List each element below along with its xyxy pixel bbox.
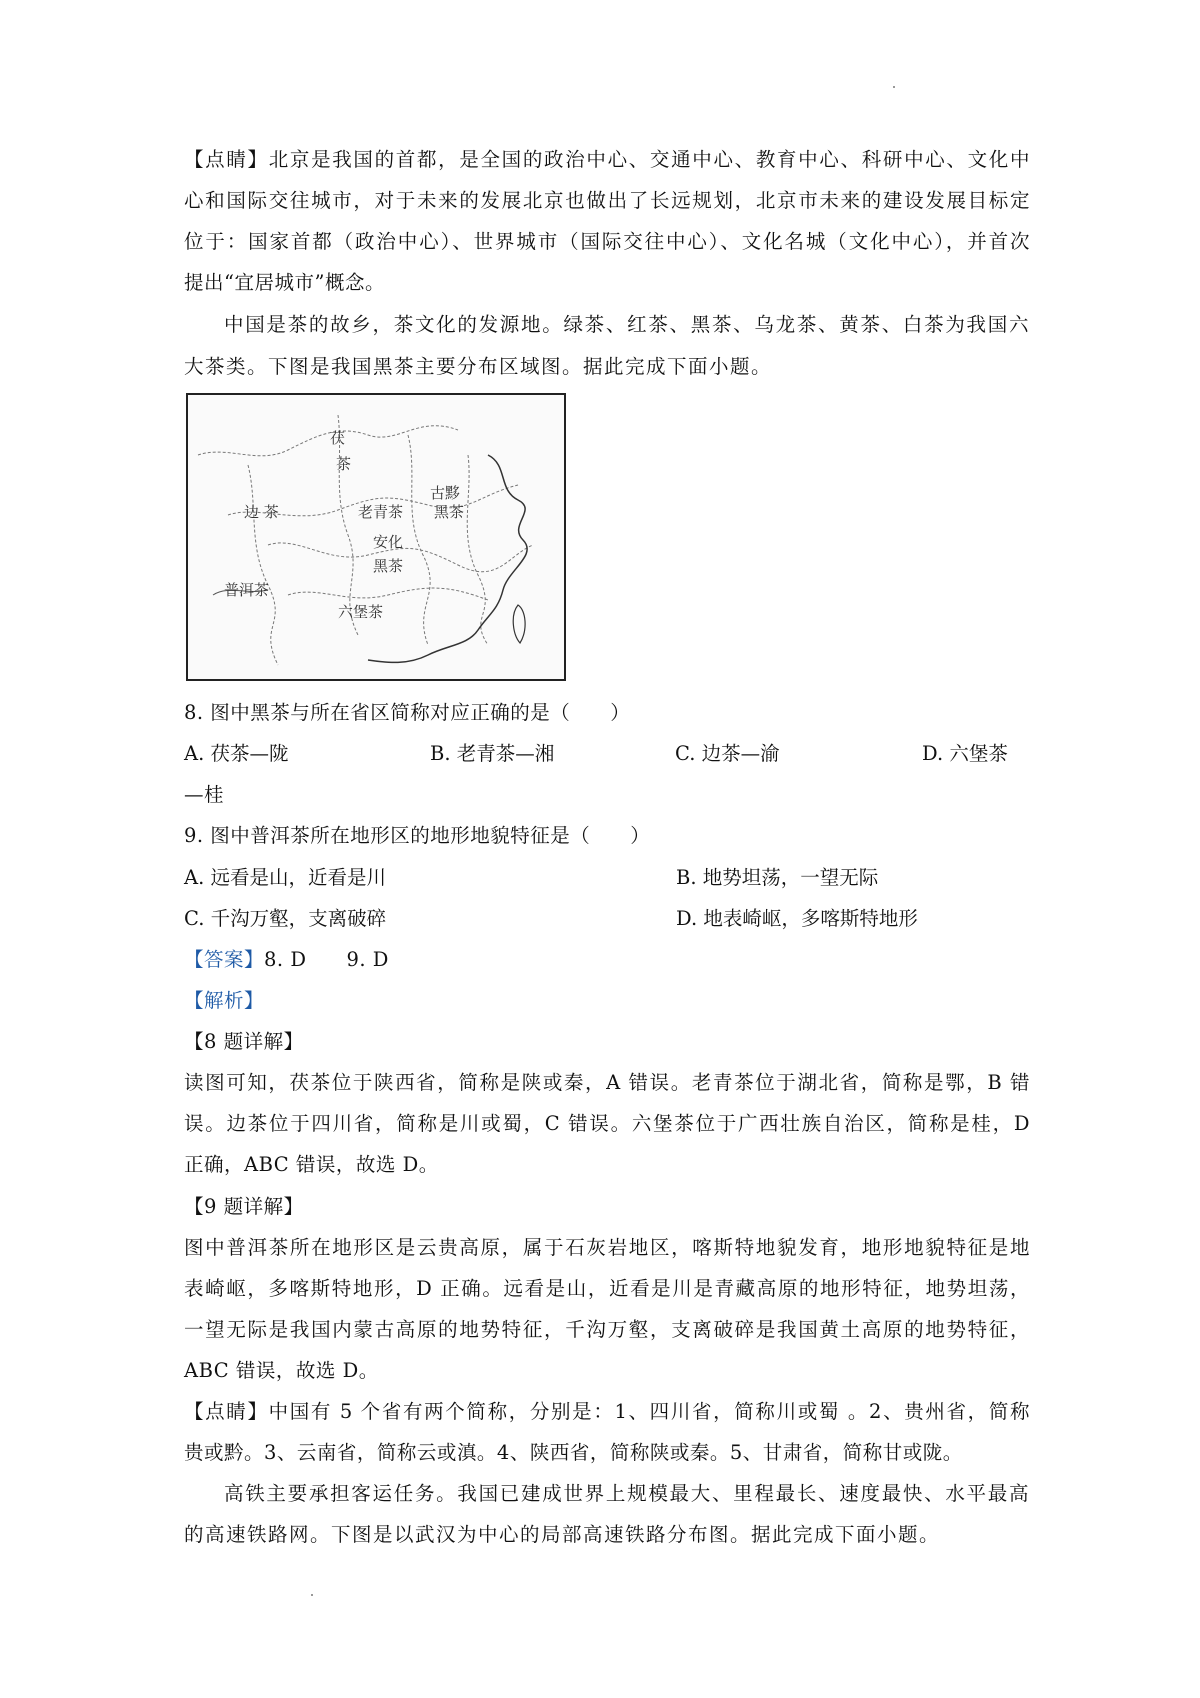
- d9-line-2: 表崎岖，多喀斯特地形，D 正确。远看是山，近看是川是青藏高原的地形特征，地势坦荡，: [184, 1277, 1030, 1300]
- d9-line-4: ABC 错误，故选 D。: [184, 1359, 379, 1382]
- q8-option-d: D. 六堡茶: [922, 742, 1008, 765]
- q8-option-d-cont: —桂: [184, 783, 225, 806]
- q9-stem: 9. 图中普洱茶所在地形区的地形地貌特征是（ ）: [184, 824, 651, 847]
- q9-option-d: D. 地表崎岖，多喀斯特地形: [676, 907, 918, 930]
- map-label-gu-yi: 古黟: [430, 484, 461, 502]
- q9-option-b: B. 地势坦荡，一望无际: [676, 866, 879, 889]
- black-tea-distribution-map: [186, 393, 566, 681]
- d8-line-3: 正确，ABC 错误，故选 D。: [184, 1153, 439, 1176]
- tea-intro-line-2: 大茶类。下图是我国黑茶主要分布区域图。据此完成下面小题。: [184, 355, 773, 378]
- map-drawing: [188, 395, 564, 679]
- taiwan-island: [513, 605, 525, 643]
- answer-tag: 【答案】: [184, 948, 265, 971]
- province-boundary: [198, 426, 458, 456]
- q8-option-a: A. 茯茶—陇: [184, 742, 289, 765]
- province-boundary: [248, 465, 278, 665]
- answer-text: 8. D 9. D: [264, 948, 389, 971]
- d9-line-1: 图中普洱茶所在地形区是云贵高原，属于石灰岩地区，喀斯特地貌发育，地形地貌特征是地: [184, 1236, 1030, 1259]
- q8-option-b: B. 老青茶—湘: [430, 742, 555, 765]
- dianjing-2-text: 中国有 5 个省有两个简称，分别是：1、四川省，简称川或蜀 。2、贵州省，简称: [268, 1400, 1030, 1423]
- d9-title: 【9 题详解】: [184, 1195, 304, 1218]
- jiexi-tag: 【解析】: [184, 989, 265, 1012]
- q9-option-a: A. 远看是山，近看是川: [184, 866, 386, 889]
- map-label-liu-bao-cha: 六堡茶: [338, 603, 384, 621]
- dianjing-1-line-1: [184, 146, 1030, 174]
- scan-speck: [311, 1594, 313, 1596]
- dianjing-2-tag: 【点睛】: [184, 1400, 269, 1423]
- map-label-lao-qing-cha: 老青茶: [358, 503, 404, 521]
- dianjing-2-line-2: 贵或黔。3、云南省，简称云或滇。4、陕西省，简称陕或秦。5、甘肃省，简称甘或陇。: [184, 1441, 963, 1464]
- province-boundary: [288, 588, 488, 600]
- dianjing-1-line-3: 位于：国家首都（政治中心）、世界城市（国际交往中心）、文化名城（文化中心），并首次: [184, 230, 1030, 253]
- rail-intro-line-1: 高铁主要承担客运任务。我国已建成世界上规模最大、里程最长、速度最快、水平最高: [224, 1482, 1030, 1505]
- tea-intro-line-1: 中国是茶的故乡，茶文化的发源地。绿茶、红茶、黑茶、乌龙茶、黄茶、白茶为我国六: [224, 313, 1030, 336]
- province-boundary: [338, 415, 358, 635]
- dianjing-1-line-4: 提出“宜居城市”概念。: [184, 271, 385, 294]
- scan-speck: [893, 86, 895, 88]
- map-label-an-hua: 安化: [373, 533, 404, 551]
- q8-option-c: C. 边茶—渝: [675, 742, 780, 765]
- d9-line-3: 一望无际是我国内蒙古高原的地势特征，千沟万壑，支离破碎是我国黄土高原的地势特征，: [184, 1318, 1030, 1341]
- q8-stem: 8. 图中黑茶与所在省区简称对应正确的是（ ）: [184, 701, 631, 724]
- map-label-pu-er-cha: 普洱茶: [224, 581, 270, 599]
- q9-option-c: C. 千沟万壑，支离破碎: [184, 907, 387, 930]
- province-boundary: [408, 435, 430, 645]
- map-label-bian-cha: 边 茶: [244, 503, 279, 521]
- rail-intro-line-2: 的高速铁路网。下图是以武汉为中心的局部高速铁路分布图。据此完成下面小题。: [184, 1523, 941, 1546]
- map-label-cha: 茶: [336, 455, 352, 473]
- d8-line-2: 误。边茶位于四川省，简称是川或蜀，C 错误。六堡茶位于广西壮族自治区，简称是桂，D: [184, 1112, 1030, 1135]
- dianjing-1-line-2: 心和国际交往城市，对于未来的发展北京也做出了长远规划，北京市未来的建设发展目标定: [184, 189, 1030, 212]
- map-label-hei-cha-2: 黑茶: [373, 557, 404, 575]
- d8-title: 【8 题详解】: [184, 1030, 304, 1053]
- dianjing-text: 北京是我国的首都，是全国的政治中心、交通中心、教育中心、科研中心、文化中: [268, 148, 1030, 171]
- province-boundary: [467, 455, 488, 645]
- map-label-hei-cha-1: 黑茶: [434, 503, 465, 521]
- map-label-fu: 茯: [330, 429, 346, 447]
- answer-line: [184, 946, 1030, 974]
- dianjing-tag: 【点睛】: [184, 148, 269, 171]
- dianjing-2-line-1: [184, 1398, 1030, 1426]
- d8-line-1: 读图可知，茯茶位于陕西省，简称是陕或秦，A 错误。老青茶位于湖北省，简称是鄂，B 错: [184, 1071, 1030, 1094]
